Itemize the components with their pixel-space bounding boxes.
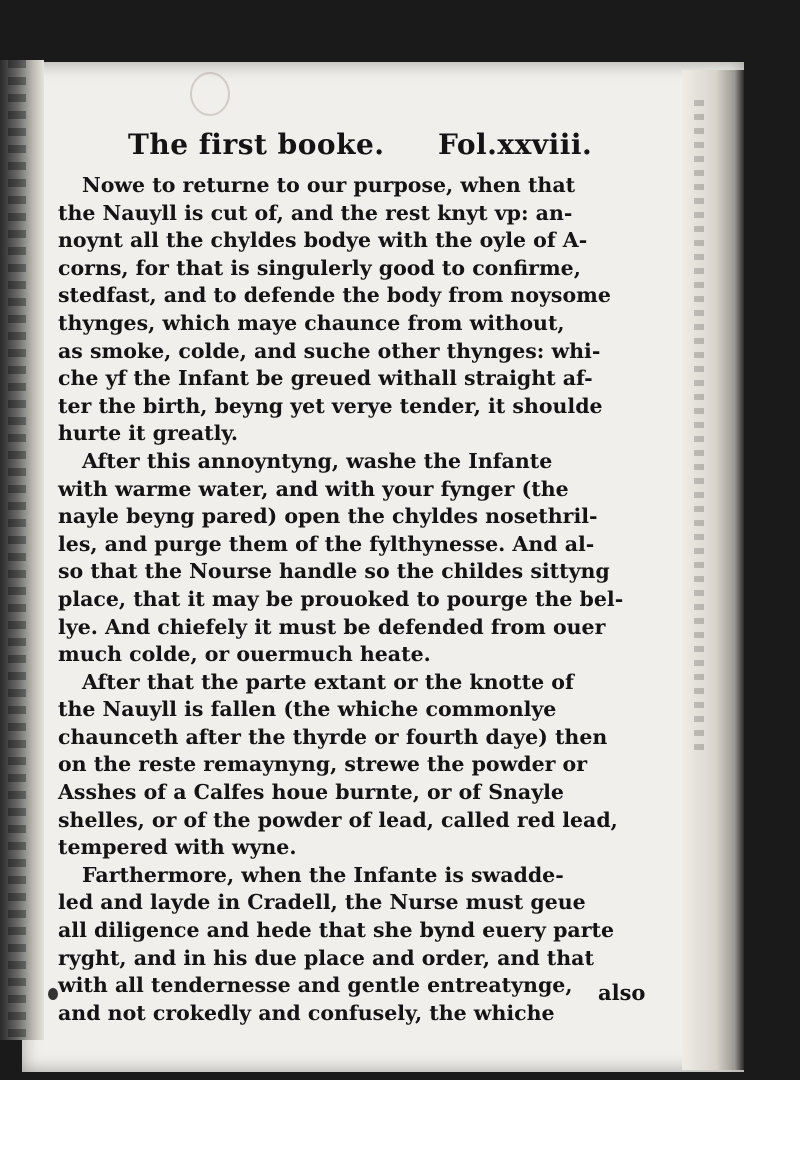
- text-line: the Nauyll is cut of, and the rest knyt vp: an-: [58, 200, 573, 225]
- catchword: also: [598, 980, 646, 1005]
- text-line: After that the parte extant or the knotte of: [82, 669, 574, 694]
- text-line: After this annoyntyng, washe the Infante: [82, 448, 553, 473]
- paper-stain: [190, 72, 230, 116]
- text-line: hurte it greatly.: [58, 421, 239, 446]
- page-header: [58, 128, 688, 168]
- text-line: tempered with wyne.: [58, 835, 297, 860]
- text-line: as smoke, colde, and suche other thynges: whi-: [58, 338, 601, 363]
- folio-number: Fol.xxviii.: [438, 128, 593, 161]
- text-line: Nowe to returne to our purpose, when that: [82, 173, 576, 197]
- text-line: ter the birth, beyng yet verye tender, it shoulde: [58, 393, 603, 418]
- text-line: corns, for that is singulerly good to confirme,: [58, 255, 581, 280]
- text-line: led and layde in Cradell, the Nurse must geue: [58, 890, 586, 915]
- text-line: place, that it may be prouoked to pourge the bel-: [58, 586, 624, 611]
- text-line: lye. And chiefely it must be defended from ouer: [58, 614, 606, 639]
- text-line: all diligence and hede that she bynd euery parte: [58, 918, 615, 943]
- text-line: ryght, and in his due place and order, and that: [58, 945, 594, 970]
- running-title: The first booke.: [128, 128, 385, 161]
- text-line: and not crokedly and confusely, the whiche: [58, 1000, 555, 1025]
- text-line: les, and purge them of the fylthynesse. And al-: [58, 531, 595, 556]
- text-line: Asshes of a Calfes houe burnte, or of Snayle: [58, 780, 564, 805]
- text-line: Farthermore, when the Infante is swadde-: [82, 862, 564, 887]
- text-line: much colde, or ouermuch heate.: [58, 642, 431, 667]
- text-line: nayle beyng pared) open the chyldes nosethril-: [58, 504, 598, 529]
- body-paragraphs: [58, 172, 688, 1027]
- page-gutter: [0, 60, 44, 1040]
- text-line: with warme water, and with your fynger (the: [58, 476, 569, 501]
- ink-spot: [48, 988, 58, 1000]
- text-line: with all tendernesse and gentle entreatynge,: [58, 973, 573, 998]
- text-line: on the reste remaynyng, strewe the powder or: [58, 752, 588, 777]
- text-line: che yf the Infant be greued withall straight af-: [58, 366, 593, 391]
- text-line: so that the Nourse handle so the childes sittyng: [58, 559, 610, 584]
- text-line: stedfast, and to defende the body from noysome: [58, 283, 611, 308]
- page-right-edge: [682, 70, 744, 1070]
- text-line: shelles, or of the powder of lead, called red lead,: [58, 807, 618, 832]
- text-line: thynges, which maye chaunce from without,: [58, 310, 565, 335]
- text-line: the Nauyll is fallen (the whiche commonlye: [58, 697, 557, 722]
- text-line: chaunceth after the thyrde or fourth daye) then: [58, 724, 608, 749]
- text-line: noynt all the chyldes bodye with the oyle of A-: [58, 228, 588, 253]
- page-text: [58, 128, 688, 1027]
